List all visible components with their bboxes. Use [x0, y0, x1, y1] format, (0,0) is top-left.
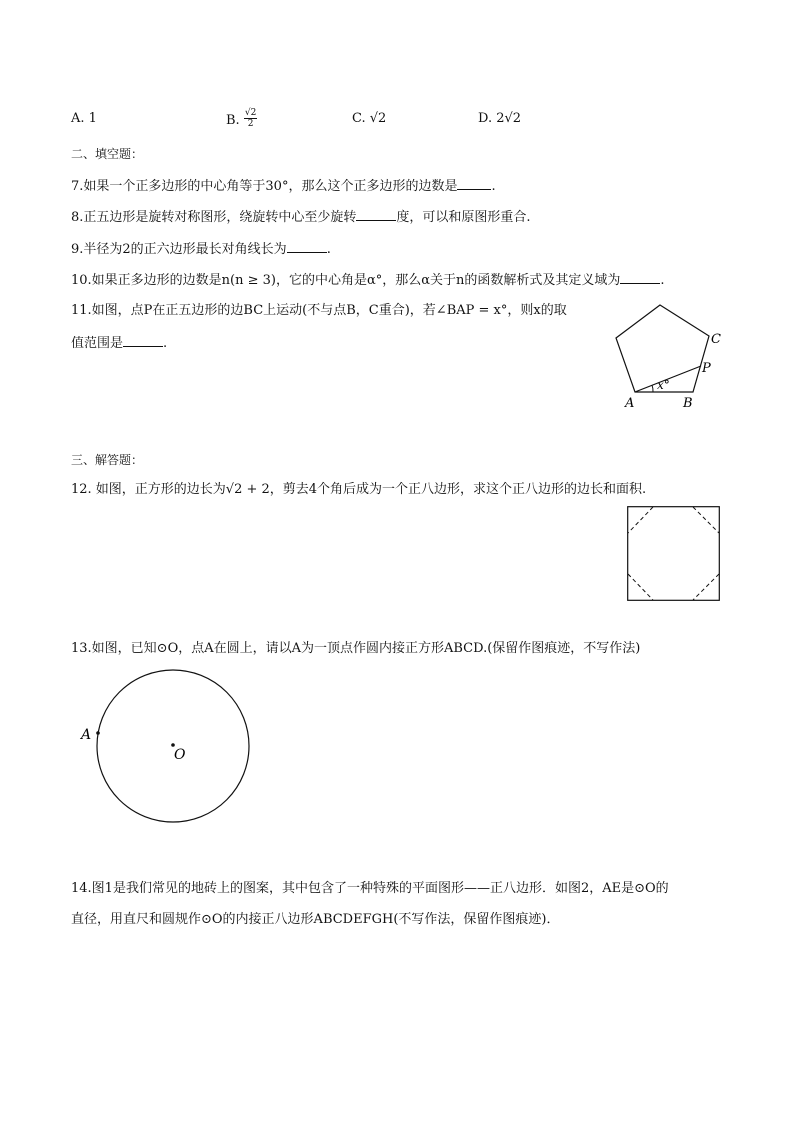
question-10-end: .: [660, 273, 665, 288]
question-10-text: 10.如果正多边形的边数是n(n ≥ 3)，它的中心角是α°，那么α关于n的函数解析式及其定义域为: [71, 273, 621, 288]
vertex-b-label: B: [683, 396, 693, 411]
question-8: [71, 208, 531, 226]
center-o-label: O: [174, 747, 186, 763]
question-9-end: .: [326, 242, 331, 257]
square-octagon-figure: [627, 506, 721, 602]
answer-blank-10[interactable]: [620, 271, 660, 284]
question-7-text: 7.如果一个正多边形的中心角等于30°，那么这个正多边形的边数是: [71, 179, 458, 194]
section-fill-in-title: 二、填空题：: [71, 147, 144, 161]
question-14-line1: 14.图1是我们常见的地砖上的图案，其中包含了一种特殊的平面图形——正八边形．如图2，AE是⊙O的: [71, 881, 669, 896]
question-11-text: 值范围是: [71, 336, 124, 351]
choice-b-fraction: [244, 108, 257, 129]
choice-b-denominator: 2: [247, 119, 254, 129]
question-8-end: 度，可以和原图形重合.: [396, 210, 531, 225]
circle-figure: [75, 668, 255, 828]
point-a-label: A: [81, 727, 92, 743]
question-9: [71, 240, 331, 258]
question-12: 12. 如图，正方形的边长为√2 + 2，剪去4个角后成为一个正八边形，求这个正八边形的边长和面积.: [71, 482, 647, 497]
question-10: [71, 271, 665, 289]
question-13: 13.如图，已知⊙O，点A在圆上，请以A为一顶点作圆内接正方形ABCD.(保留作图痕迹，不写作法): [71, 641, 641, 656]
vertex-c-label: C: [711, 332, 721, 347]
vertex-a-label: A: [625, 396, 635, 411]
pentagon-figure: [605, 298, 735, 413]
section-solution-title: 三、解答题：: [71, 453, 144, 467]
question-11-end: .: [163, 336, 168, 351]
choice-b-label: B.: [226, 113, 240, 128]
square-outline: [628, 507, 720, 601]
point-p-label: P: [702, 361, 711, 376]
answer-blank-11[interactable]: [123, 334, 163, 347]
answer-blank-9[interactable]: [287, 240, 327, 253]
choice-d: D. 2√2: [478, 111, 522, 126]
angle-arc: [652, 385, 653, 392]
answer-blank-8[interactable]: [356, 208, 396, 221]
angle-label: x°: [657, 378, 670, 392]
question-11-line1: 11.如图，点P在正五边形的边BC上运动(不与点B，C重合)，若∠BAP = x°，则x的取: [71, 303, 567, 318]
choice-c: C. √2: [352, 111, 387, 126]
question-11-line2: [71, 334, 167, 352]
question-14-line2: 直径，用直尺和圆规作⊙O的内接正八边形ABCDEFGH(不写作法，保留作图痕迹)．: [71, 912, 560, 927]
question-9-text: 9.半径为2的正六边形最长对角线长为: [71, 242, 287, 257]
question-8-text: 8.正五边形是旋转对称图形，绕旋转中心至少旋转: [71, 210, 357, 225]
question-7-end: .: [491, 179, 496, 194]
choice-b-numerator: √2: [244, 108, 257, 118]
answer-blank-7[interactable]: [457, 177, 491, 190]
choice-b: [226, 110, 257, 131]
choice-a: A. 1: [71, 111, 97, 126]
question-7: [71, 177, 496, 195]
cut-corner-lines: [628, 507, 719, 600]
point-a: [96, 731, 100, 735]
